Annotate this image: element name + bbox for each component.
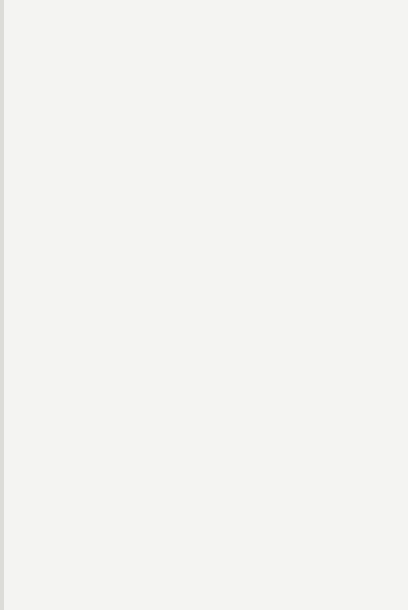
text-block-lower — [12, 312, 396, 584]
text-block-upper — [12, 26, 396, 298]
page-edge — [0, 0, 4, 610]
text-area — [12, 26, 396, 586]
